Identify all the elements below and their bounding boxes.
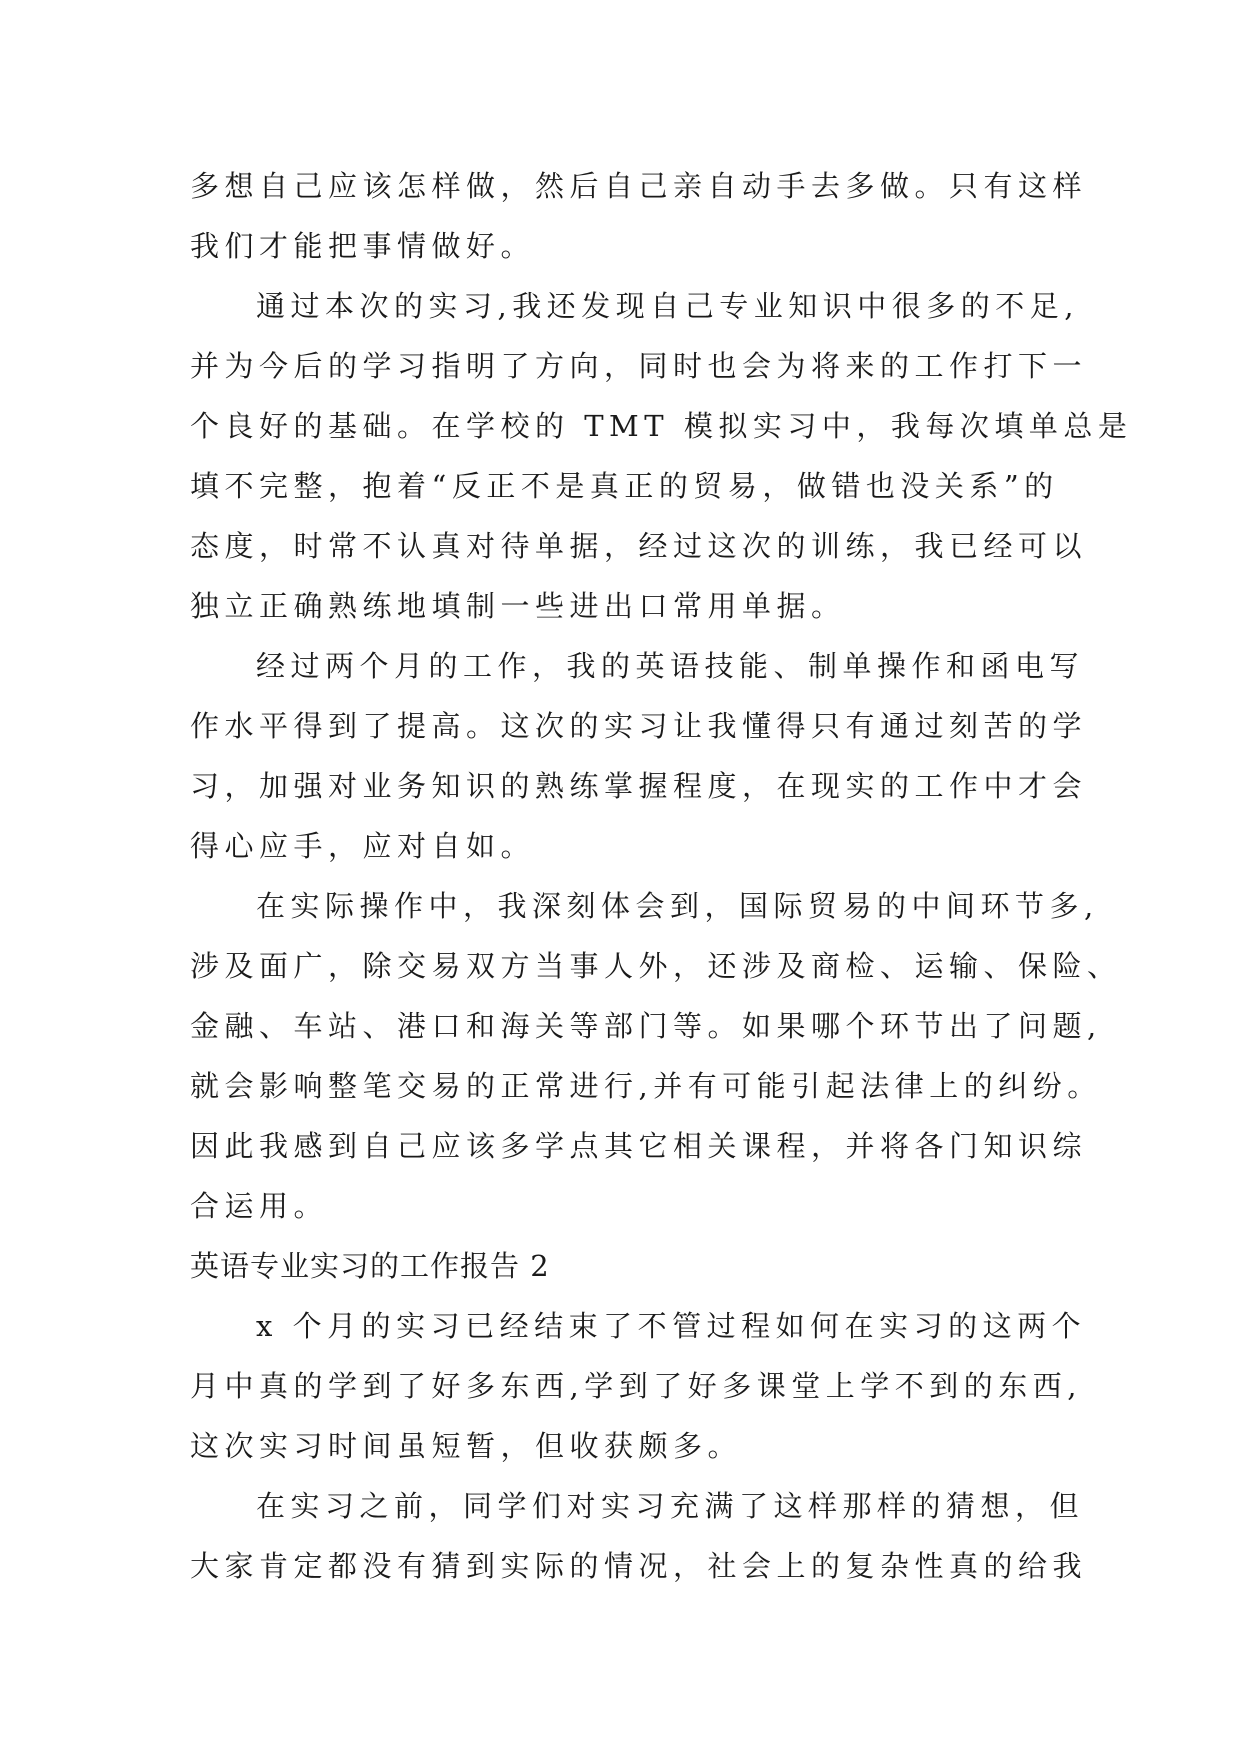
text-line: 就会影响整笔交易的正常进行,并有可能引起法律上的纠纷。 <box>190 1069 1102 1103</box>
text-line: 得心应手，应对自如。 <box>190 829 536 863</box>
text-line: x 个月的实习已经结束了不管过程如何在实习的这两个 <box>256 1309 1087 1343</box>
text-line: 填不完整，抱着“反正不是真正的贸易，做错也没关系”的 <box>190 469 1059 503</box>
paragraph-6 <box>190 1476 1088 1596</box>
text-line: 作水平得到了提高。这次的实习让我懂得只有通过刻苦的学 <box>190 709 1088 743</box>
text-line: 个良好的基础。在学校的 TMT 模拟实习中，我每次填单总是 <box>190 409 1133 443</box>
text-line: 多想自己应该怎样做，然后自己亲自动手去多做。只有这样 <box>190 169 1088 203</box>
text-line: 大家肯定都没有猜到实际的情况，社会上的复杂性真的给我 <box>190 1549 1088 1583</box>
text-line: 月中真的学到了好多东西,学到了好多课堂上学不到的东西, <box>190 1369 1082 1403</box>
text-line: 通过本次的实习,我还发现自己专业知识中很多的不足, <box>256 289 1079 323</box>
paragraph-5 <box>190 1296 1087 1476</box>
text-line: 态度，时常不认真对待单据，经过这次的训练，我已经可以 <box>190 529 1088 563</box>
paragraph-4 <box>190 876 1122 1236</box>
paragraph-3 <box>190 636 1088 876</box>
paragraph-1 <box>190 156 1088 276</box>
text-line: 我们才能把事情做好。 <box>190 229 536 263</box>
text-line: 在实习之前，同学们对实习充满了这样那样的猜想，但 <box>256 1489 1085 1523</box>
text-line: 在实际操作中，我深刻体会到，国际贸易的中间环节多, <box>256 889 1099 923</box>
text-line: 合运用。 <box>190 1189 329 1223</box>
text-line: 这次实习时间虽短暂，但收获颇多。 <box>190 1429 743 1463</box>
text-line: 习，加强对业务知识的熟练掌握程度，在现实的工作中才会 <box>190 769 1088 803</box>
section-heading: 英语专业实习的工作报告 2 <box>190 1249 550 1283</box>
document-page <box>190 156 1133 1596</box>
text-line: 并为今后的学习指明了方向，同时也会为将来的工作打下一 <box>190 349 1088 383</box>
paragraph-2 <box>190 276 1133 636</box>
text-line: 经过两个月的工作，我的英语技能、制单操作和函电写 <box>256 649 1085 683</box>
text-line: 因此我感到自己应该多学点其它相关课程，并将各门知识综 <box>190 1129 1088 1163</box>
text-line: 涉及面广，除交易双方当事人外，还涉及商检、运输、保险、 <box>190 949 1122 983</box>
text-line: 独立正确熟练地填制一些进出口常用单据。 <box>190 589 846 623</box>
text-line: 金融、车站、港口和海关等部门等。如果哪个环节出了问题, <box>190 1009 1102 1043</box>
